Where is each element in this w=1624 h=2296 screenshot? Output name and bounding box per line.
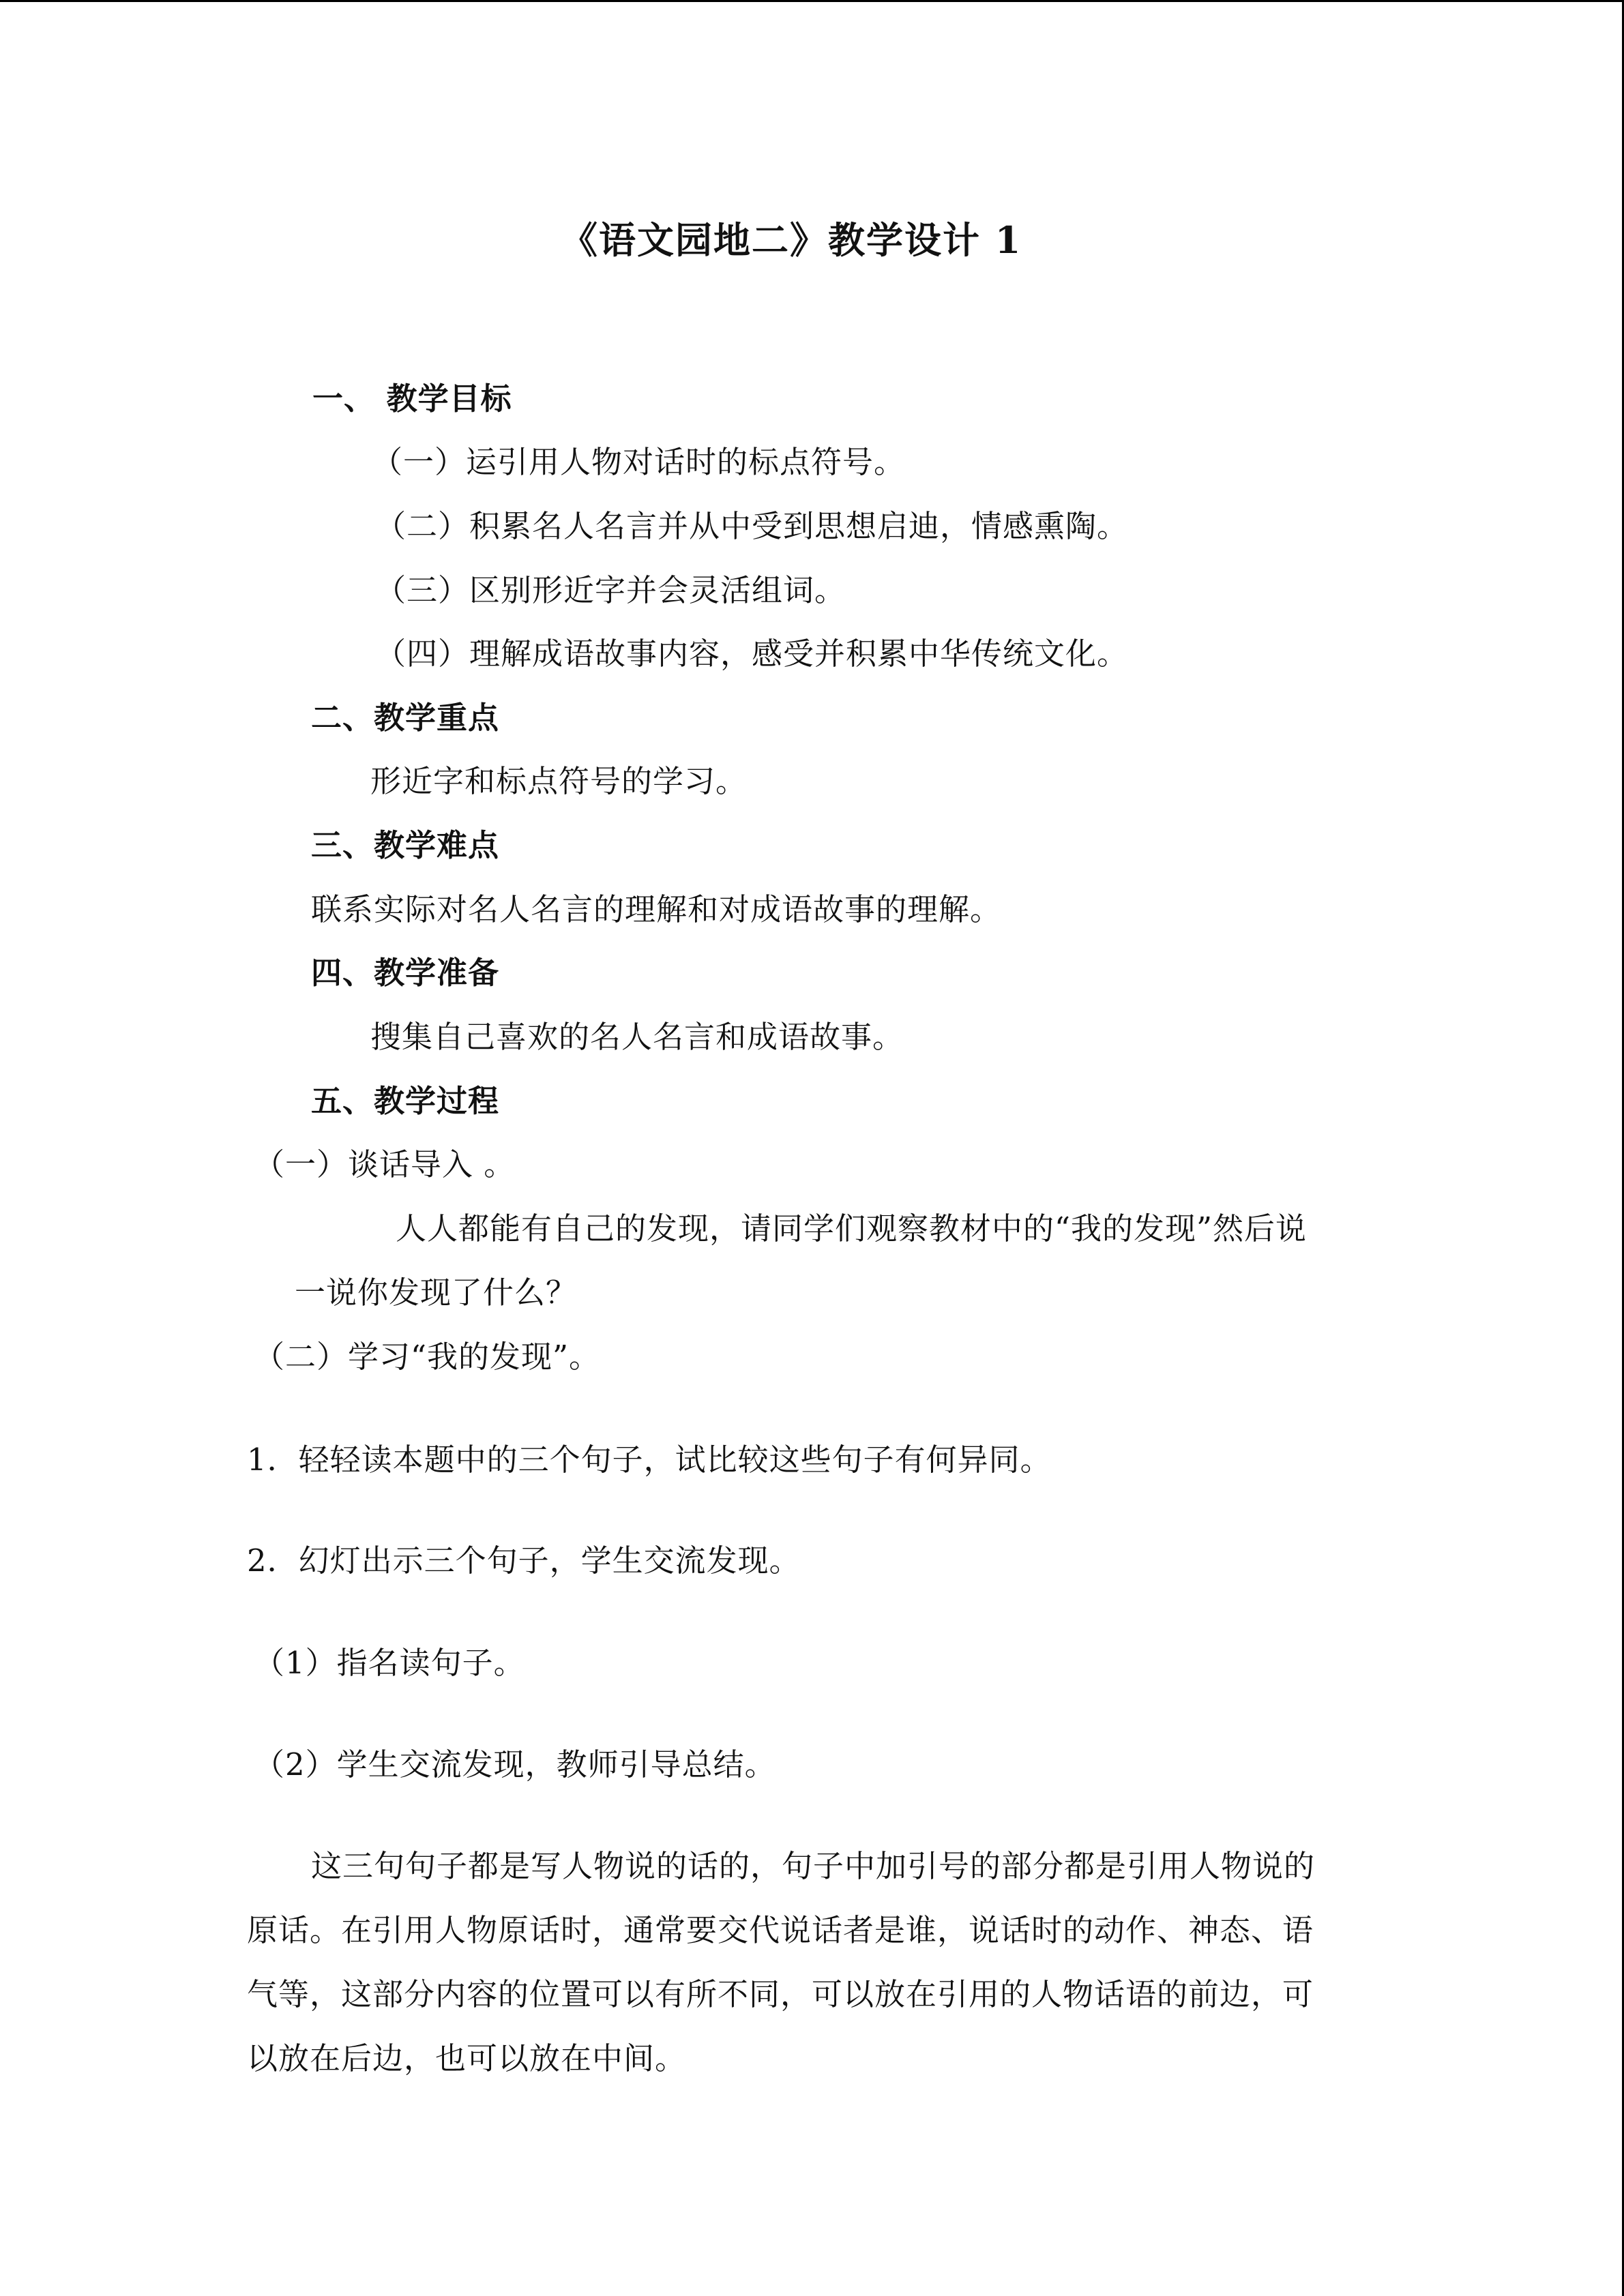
study-label: （二）学习“我的发现”。 xyxy=(254,1339,601,1375)
heading-process: 五、教学过程 xyxy=(311,1083,500,1119)
intro-label: （一）谈话导入 。 xyxy=(254,1146,516,1182)
sub-step-1: （1）指名读句子。 xyxy=(254,1645,525,1681)
goal-item-2: （二）积累名人名言并从中受到思想启迪，情感熏陶。 xyxy=(375,508,1129,544)
heading-goals: 一、 教学目标 xyxy=(312,381,512,417)
summary-line-3: 气等，这部分内容的位置可以有所不同，可以放在引用的人物话语的前边，可 xyxy=(247,1976,1314,2012)
step-1: 1．轻轻读本题中的三个句子，试比较这些句子有何异同。 xyxy=(247,1442,1052,1478)
heading-difficulties: 三、教学难点 xyxy=(311,827,500,863)
page-top-border xyxy=(0,0,1624,2)
goal-item-3: （三）区别形近字并会灵活组词。 xyxy=(375,572,846,608)
step-2: 2．幻灯出示三个句子，学生交流发现。 xyxy=(247,1542,801,1579)
sub-step-2: （2）学生交流发现，教师引导总结。 xyxy=(254,1746,776,1783)
goal-item-1: （一）运引用人物对话时的标点符号。 xyxy=(372,444,906,480)
document-title: 《语文园地二》教学设计 1 xyxy=(561,218,1022,262)
heading-key-points: 二、教学重点 xyxy=(311,700,500,736)
heading-preparation: 四、教学准备 xyxy=(311,955,500,991)
key-points-text: 形近字和标点符号的学习。 xyxy=(370,763,748,799)
difficulties-text: 联系实际对名人名言的理解和对成语故事的理解。 xyxy=(311,891,1002,927)
preparation-text: 搜集自己喜欢的名人名言和成语故事。 xyxy=(370,1019,904,1055)
intro-paragraph-line-2: 一说你发现了什么？ xyxy=(295,1274,578,1311)
intro-paragraph-line-1: 人人都能有自己的发现，请同学们观察教材中的“我的发现”然后说 xyxy=(396,1210,1308,1247)
goal-item-4: （四）理解成语故事内容，感受并积累中华传统文化。 xyxy=(375,636,1129,672)
summary-line-4: 以放在后边，也可以放在中间。 xyxy=(247,2040,687,2076)
summary-line-1: 这三句句子都是写人物说的话的，句子中加引号的部分都是引用人物说的 xyxy=(311,1848,1316,1884)
summary-line-2: 原话。在引用人物原话时，通常要交代说话者是谁，说话时的动作、神态、语 xyxy=(247,1912,1314,1948)
